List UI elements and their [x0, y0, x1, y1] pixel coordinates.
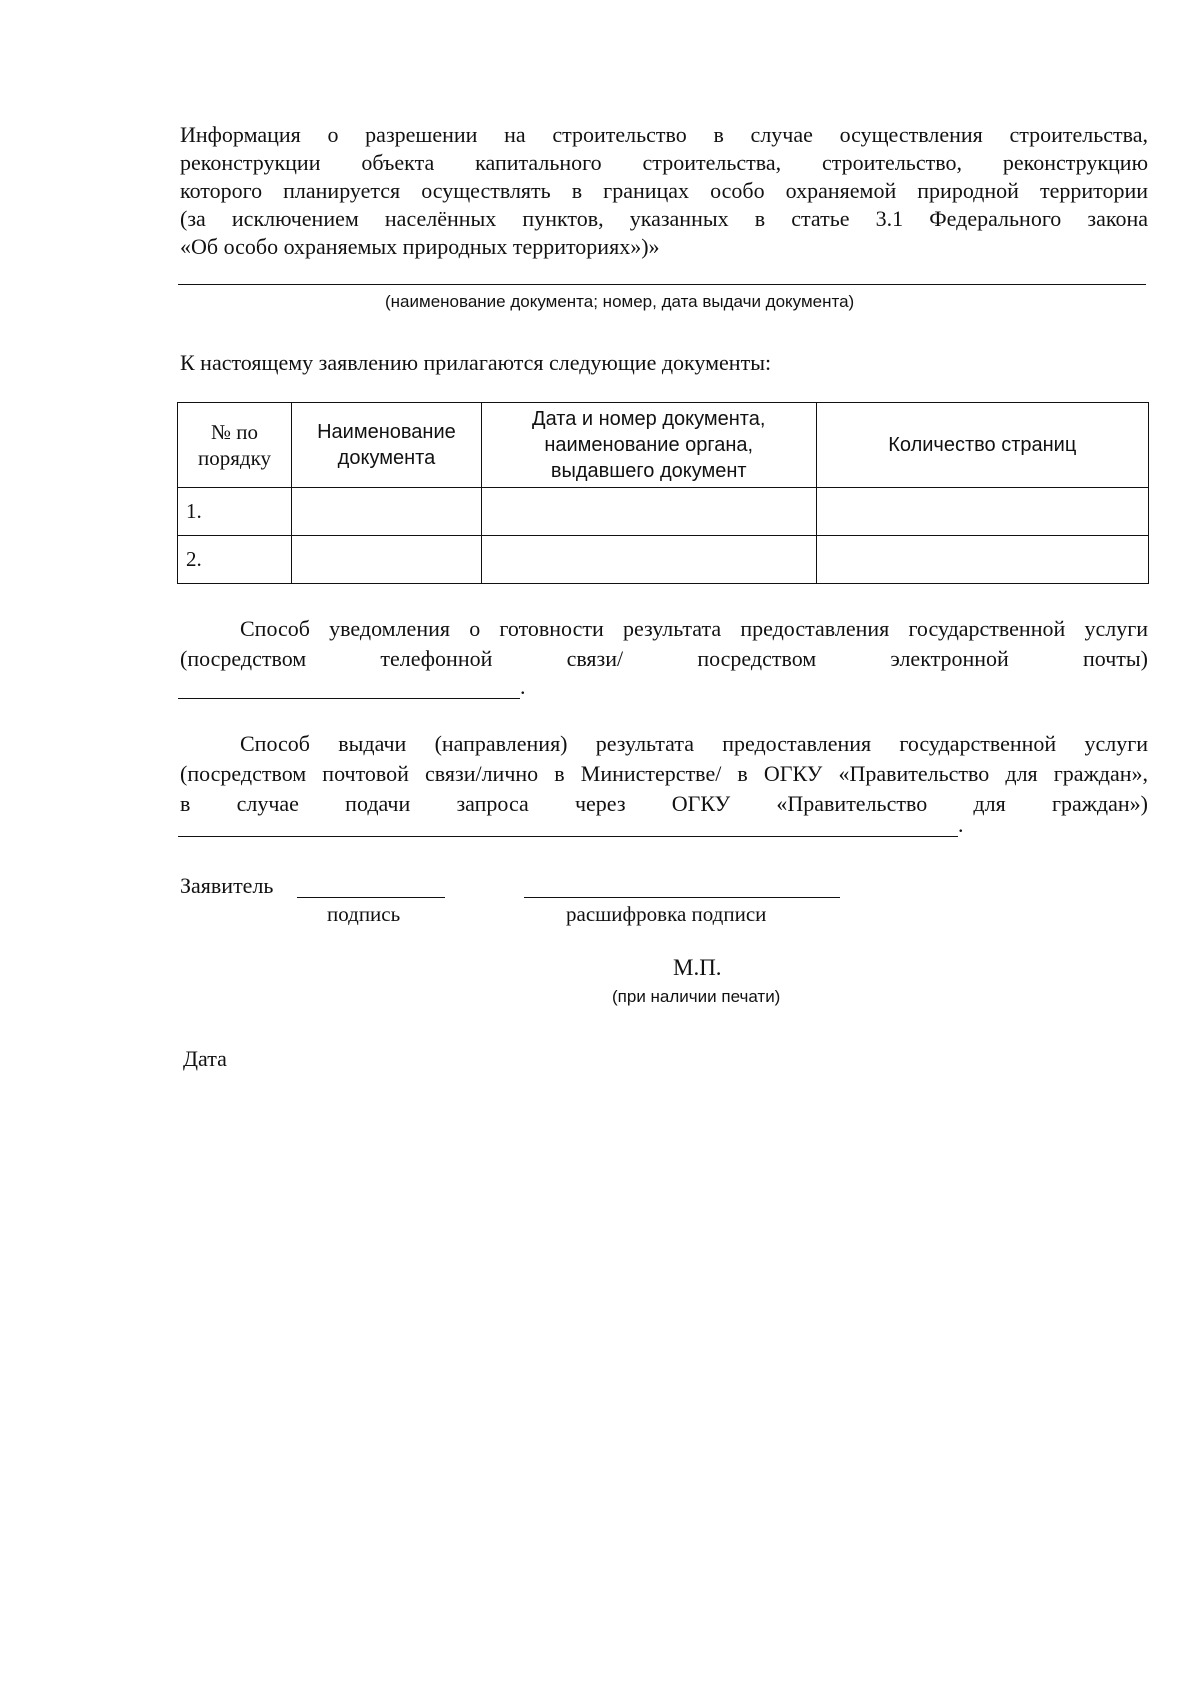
notify-line: Способ уведомления о готовности результата предоставления государственной услуги — [240, 616, 1148, 641]
doc-date-number-cell[interactable] — [481, 488, 816, 536]
intro-line: которого планируется осуществлять в границах особо охраняемой природной территории — [180, 178, 1148, 203]
issue-line: (посредством почтовой связи/лично в Министерстве/ в ОГКУ «Правительство для граждан», — [180, 761, 1148, 786]
column-header-doc-date-number: Дата и номер документа, наименование органа, выдавшего документ — [481, 403, 816, 488]
stamp-label: М.П. — [673, 955, 722, 980]
intro-line: Информация о разрешении на строительство в случае осуществления строительства, — [180, 122, 1148, 147]
attachments-table — [177, 402, 1149, 584]
permit-document-caption: (наименование документа; номер, дата выдачи документа) — [385, 292, 855, 311]
table-header-row — [178, 403, 1149, 488]
intro-line: (за исключением населённых пунктов, указанных в статье 3.1 Федерального закона — [180, 206, 1148, 231]
page-count-cell[interactable] — [816, 536, 1148, 584]
permit-info-paragraph — [180, 121, 1148, 261]
notify-line: (посредством телефонной связи/ посредством электронной почты) — [180, 646, 1148, 671]
intro-line: реконструкции объекта капитального строительства, строительство, реконструкцию — [180, 150, 1148, 175]
page-count-cell[interactable] — [816, 488, 1148, 536]
column-header-doc-name: Наименование документа — [291, 403, 481, 488]
issue-line: в случае подачи запроса через ОГКУ «Правительство для граждан») — [180, 791, 1148, 816]
issue-method-paragraph — [180, 729, 1148, 819]
issue-period: . — [958, 812, 964, 837]
row-number-cell: 2. — [178, 536, 292, 584]
intro-line: «Об особо охраняемых природных территориях»)» — [180, 234, 660, 259]
notification-period: . — [520, 674, 526, 699]
notification-method-paragraph — [180, 614, 1148, 674]
column-header-number: № по порядку — [178, 403, 292, 488]
issue-method-field[interactable] — [178, 836, 958, 837]
attachments-heading: К настоящему заявлению прилагаются следующие документы: — [180, 350, 772, 375]
signature-field[interactable] — [297, 897, 445, 898]
issue-line: Способ выдачи (направления) результата предоставления государственной услуги — [240, 731, 1148, 756]
doc-date-number-cell[interactable] — [481, 536, 816, 584]
signature-decryption-field[interactable] — [524, 897, 840, 898]
date-label: Дата — [183, 1046, 227, 1071]
row-number-cell: 1. — [178, 488, 292, 536]
doc-name-cell[interactable] — [291, 536, 481, 584]
table-row — [178, 536, 1149, 584]
stamp-caption: (при наличии печати) — [612, 987, 781, 1006]
table-row — [178, 488, 1149, 536]
doc-name-cell[interactable] — [291, 488, 481, 536]
signature-decryption-caption: расшифровка подписи — [566, 902, 767, 926]
signature-caption: подпись — [327, 902, 401, 926]
column-header-page-count: Количество страниц — [816, 403, 1148, 488]
notification-method-field[interactable] — [178, 698, 520, 699]
applicant-label: Заявитель — [180, 873, 274, 898]
permit-document-line[interactable] — [178, 284, 1146, 285]
